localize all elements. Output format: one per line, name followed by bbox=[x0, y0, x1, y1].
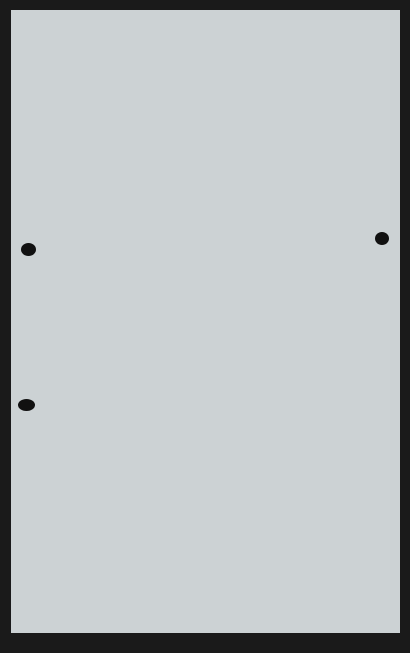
punch-hole bbox=[18, 399, 35, 411]
archive-footer bbox=[0, 637, 410, 653]
punch-hole bbox=[375, 232, 389, 245]
punch-hole bbox=[21, 243, 36, 256]
form-sheet bbox=[11, 10, 400, 633]
